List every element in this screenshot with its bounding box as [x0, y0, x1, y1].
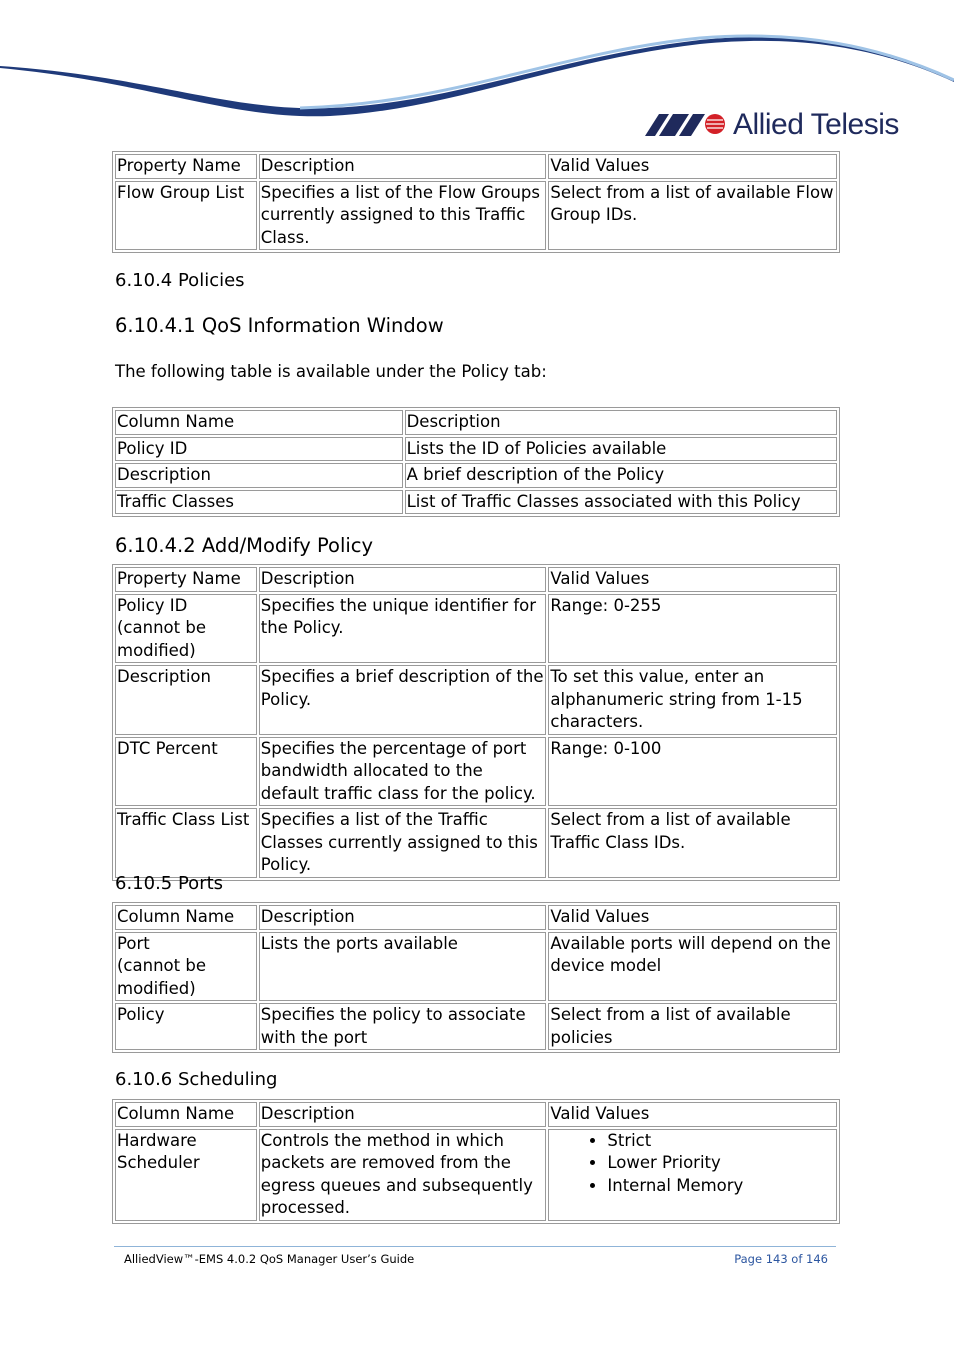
table-header-cell: Description — [259, 154, 547, 179]
list-item: • Strict — [607, 1130, 835, 1153]
table-header-row — [115, 154, 837, 179]
table-header-cell: Description — [259, 567, 547, 592]
table-header-row — [115, 567, 837, 592]
table-cell: Specifies the unique identifier for the Policy. — [259, 594, 547, 664]
section-heading-add-modify: 6.10.4.2 Add/Modify Policy — [115, 534, 374, 557]
table-header-cell: Description — [259, 905, 547, 930]
table-header-cell: Valid Values — [548, 905, 837, 930]
table-header-cell: Valid Values — [548, 154, 837, 179]
policy-tab-table — [112, 407, 840, 517]
table-header-cell: Valid Values — [548, 1102, 837, 1127]
table-cell: A brief description of the Policy — [405, 463, 837, 488]
table-cell: Select from a list of available Flow Group IDs. — [548, 181, 837, 251]
table-cell: DTC Percent — [115, 737, 257, 807]
table-cell: Description — [115, 463, 403, 488]
table-row — [115, 594, 837, 664]
table-cell: Traffic Classes — [115, 490, 403, 515]
section-heading-qos-info: 6.10.4.1 QoS Information Window — [115, 314, 444, 337]
table-header-cell: Column Name — [115, 905, 257, 930]
table-cell: Description — [115, 665, 257, 735]
allied-telesis-logo — [645, 108, 899, 142]
header-swoosh — [0, 30, 954, 120]
table-cell: Specifies the policy to associate with the port — [259, 1003, 547, 1050]
table-row — [115, 1129, 837, 1221]
table-cell: Policy ID (cannot be modified) — [115, 594, 257, 664]
page-number: Page 143 of 146 — [734, 1252, 828, 1266]
footer-title: AlliedView™-EMS 4.0.2 QoS Manager User’s Guide — [124, 1252, 415, 1266]
list-item: • Lower Priority — [607, 1152, 835, 1175]
table-cell: Hardware Scheduler — [115, 1129, 257, 1221]
scheduling-table — [112, 1099, 840, 1224]
table-cell: Specifies a list of the Flow Groups currently assigned to this Traffic Class. — [259, 181, 547, 251]
table-cell: Select from a list of available policies — [548, 1003, 837, 1050]
table-cell: Lists the ports available — [259, 932, 547, 1002]
table-row — [115, 490, 837, 515]
table-cell: Specifies the percentage of port bandwidth allocated to the default traffic class for the policy. — [259, 737, 547, 807]
table-cell: Specifies a list of the Traffic Classes currently assigned to this Policy. — [259, 808, 547, 878]
table-cell: Available ports will depend on the device model — [548, 932, 837, 1002]
table-header-cell: Description — [405, 410, 837, 435]
table-row — [115, 1003, 837, 1050]
table-row — [115, 932, 837, 1002]
table-header-cell: Property Name — [115, 154, 257, 179]
section-heading-ports: 6.10.5 Ports — [115, 873, 224, 894]
table-header-row — [115, 1102, 837, 1127]
add-modify-policy-table — [112, 564, 840, 881]
table-cell: Port (cannot be modified) — [115, 932, 257, 1002]
valid-values-list — [550, 1130, 835, 1198]
table-cell: Policy ID — [115, 437, 403, 462]
table-cell: To set this value, enter an alphanumeric string from 1-15 characters. — [548, 665, 837, 735]
table-cell: Policy — [115, 1003, 257, 1050]
ports-table — [112, 902, 840, 1053]
section-heading-policies: 6.10.4 Policies — [115, 270, 245, 291]
table-cell: Range: 0-255 — [548, 594, 837, 664]
table-header-row — [115, 905, 837, 930]
table-cell: Select from a list of available Traffic Class IDs. — [548, 808, 837, 878]
table-cell: Range: 0-100 — [548, 737, 837, 807]
list-item: • Internal Memory — [607, 1175, 835, 1198]
logo-mark-icon — [645, 112, 727, 138]
section-heading-scheduling: 6.10.6 Scheduling — [115, 1069, 278, 1090]
table-header-cell: Property Name — [115, 567, 257, 592]
table-row — [115, 463, 837, 488]
footer-divider — [114, 1246, 836, 1247]
table-row — [115, 665, 837, 735]
table-header-cell: Description — [259, 1102, 547, 1127]
table-row — [115, 437, 837, 462]
table-cell: Traffic Class List — [115, 808, 257, 878]
table-cell: List of Traffic Classes associated with this Policy — [405, 490, 837, 515]
table-cell: Lists the ID of Policies available — [405, 437, 837, 462]
table-cell: Specifies a brief description of the Policy. — [259, 665, 547, 735]
table-cell — [548, 1129, 837, 1221]
table-row — [115, 181, 837, 251]
table-cell: Controls the method in which packets are removed from the egress queues and subsequently processed. — [259, 1129, 547, 1221]
intro-paragraph: The following table is available under the Policy tab: — [115, 362, 547, 381]
table-header-cell: Valid Values — [548, 567, 837, 592]
table-row — [115, 808, 837, 878]
flow-group-table — [112, 151, 840, 253]
table-header-cell: Column Name — [115, 1102, 257, 1127]
table-header-cell: Column Name — [115, 410, 403, 435]
brand-name: Allied Telesis — [733, 108, 899, 141]
table-cell: Flow Group List — [115, 181, 257, 251]
table-header-row — [115, 410, 837, 435]
table-row — [115, 737, 837, 807]
